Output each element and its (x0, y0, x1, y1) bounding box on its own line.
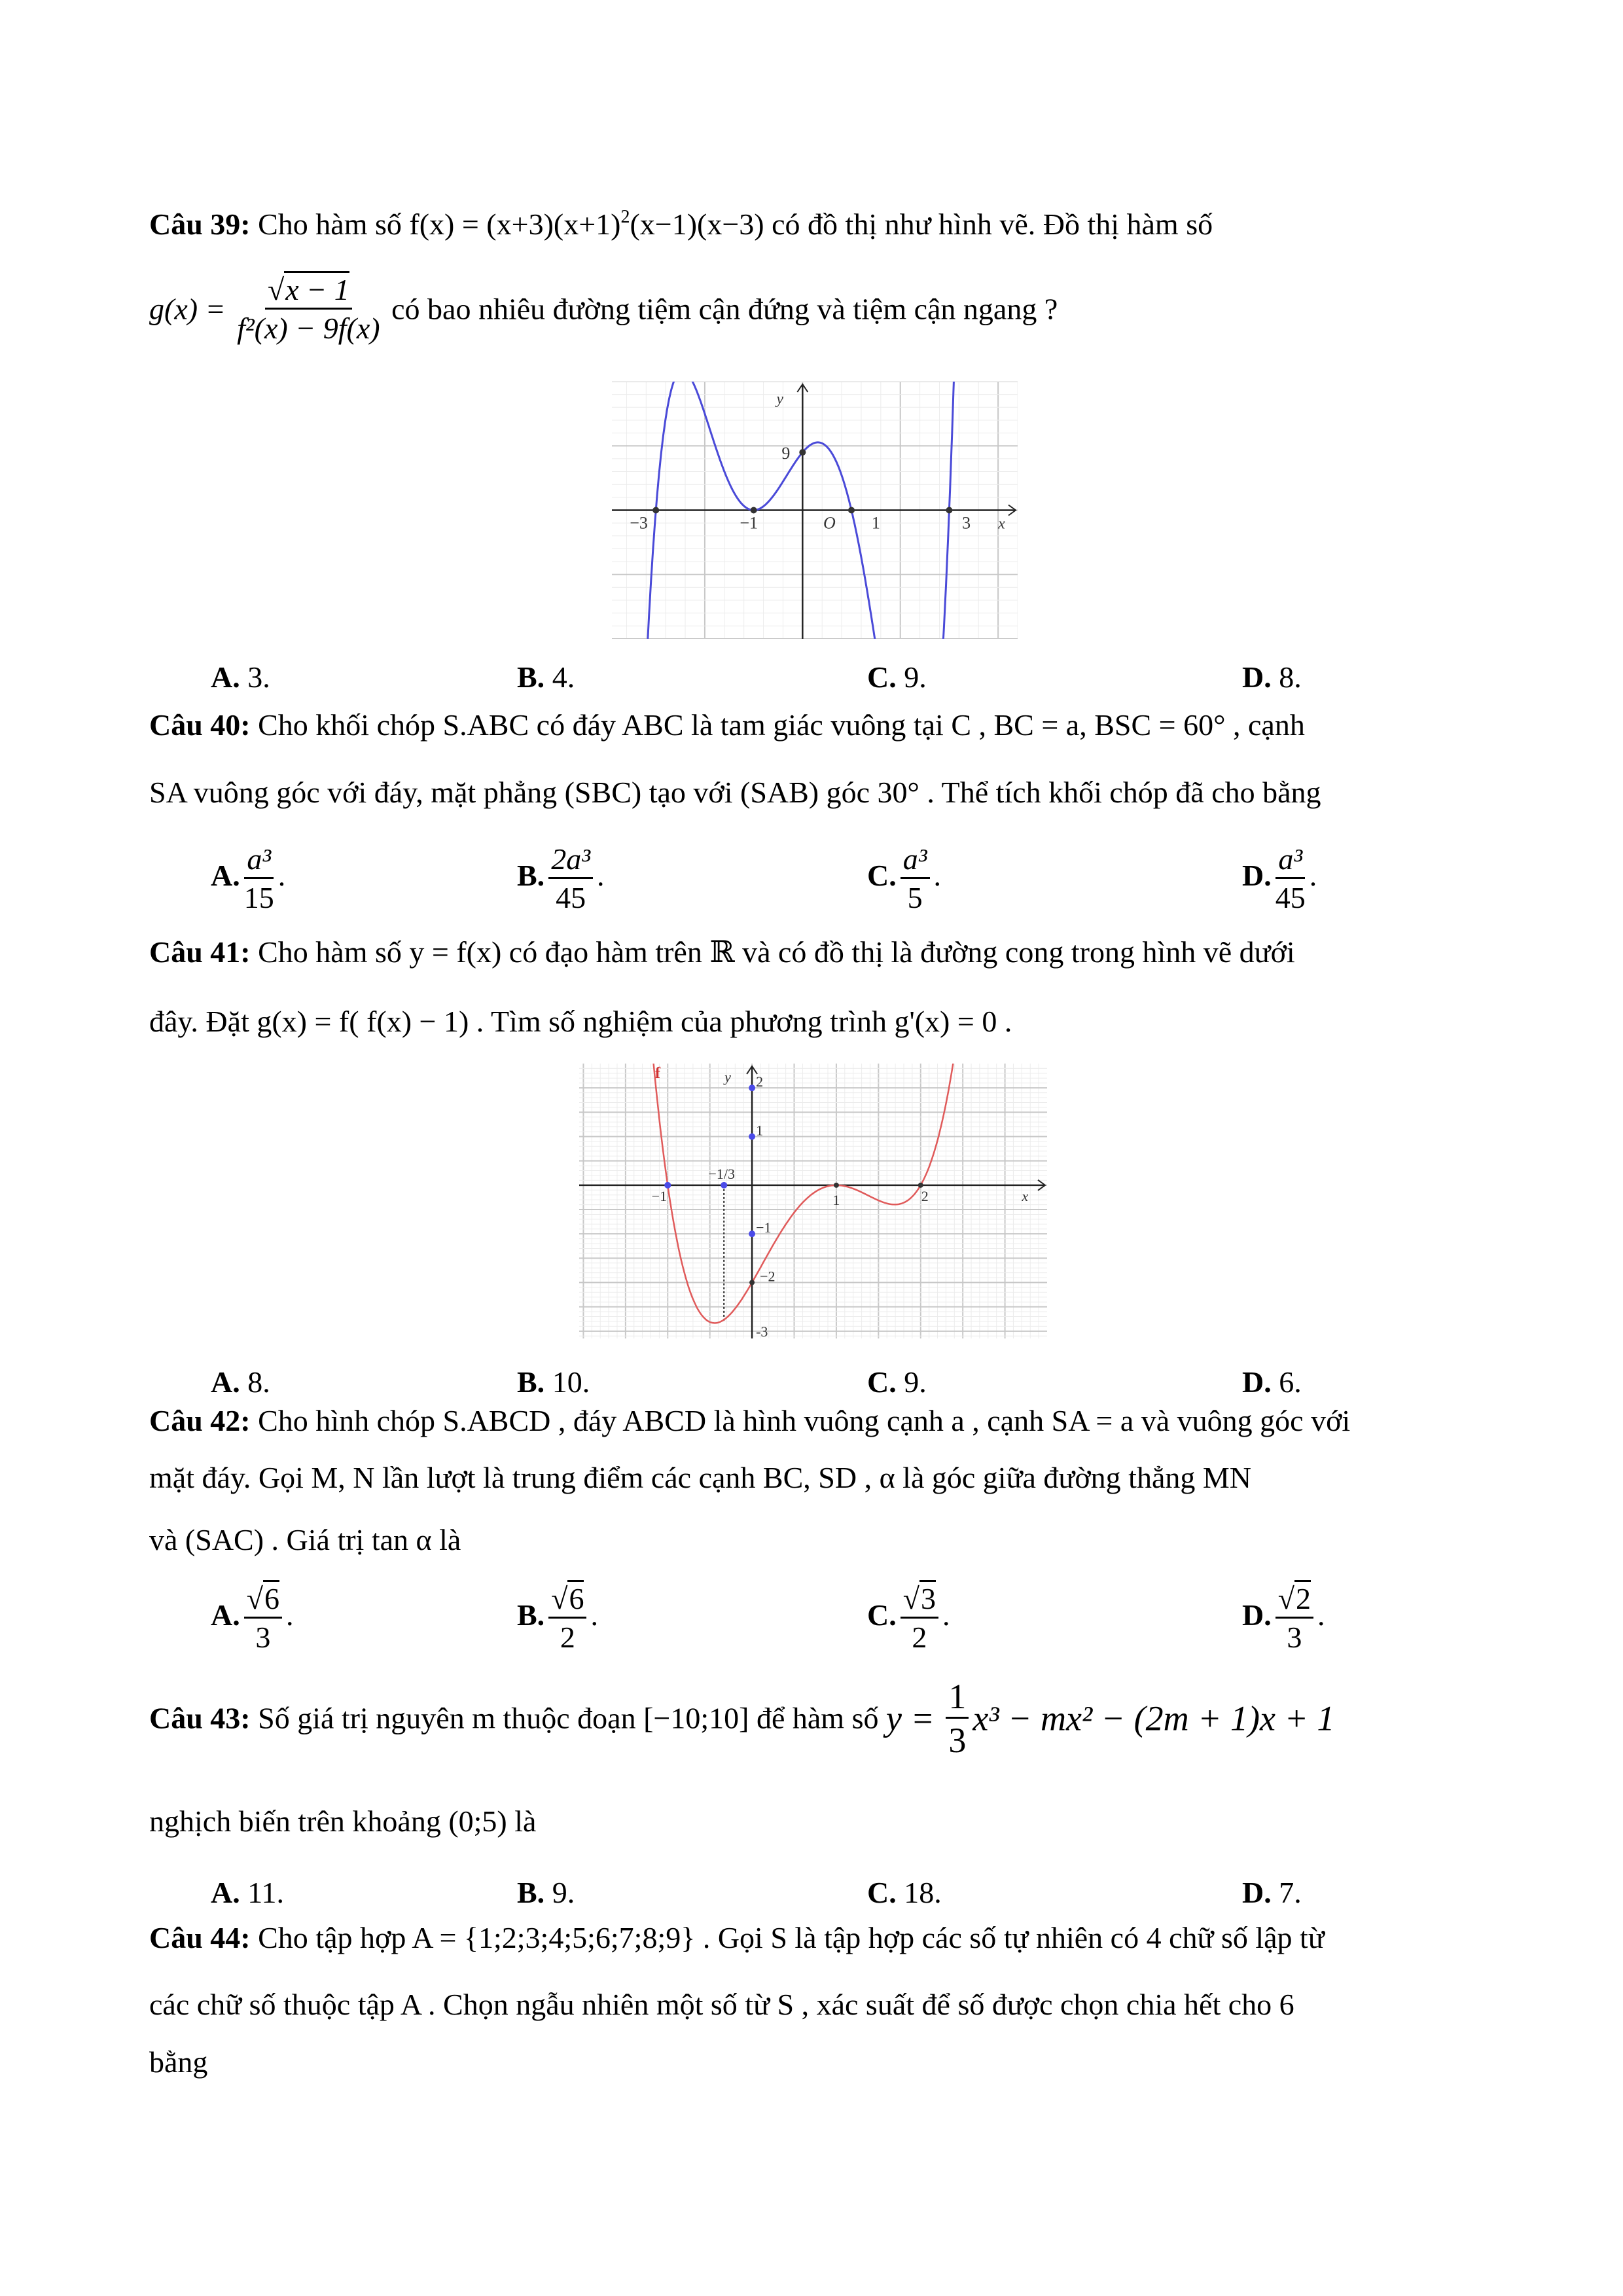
q39-line2 (149, 275, 1058, 344)
q39-text-2: có bao nhiêu đường tiệm cận đứng và tiệm cận ngang ? (391, 292, 1058, 326)
x-tick-label: 2 (921, 1187, 929, 1204)
q43-label: Câu 43: (149, 1701, 251, 1735)
marked-point (834, 1183, 839, 1188)
q42-option-c[interactable]: C. $\frac{√3}{2}$ . (867, 1584, 950, 1653)
q39-option-b[interactable]: B. 4. (517, 660, 575, 694)
q39-text-tail: (x−1)(x−3) có đồ thị như hình vẽ. Đồ thị hàm số (630, 207, 1213, 241)
q43-fn-lhs: y = (885, 1698, 935, 1738)
q43-line1 (149, 1679, 1334, 1758)
marked-point (918, 1183, 923, 1188)
y-tick-label: 1 (756, 1122, 764, 1139)
x-tick-label: −1 (651, 1187, 668, 1204)
q42-line1 (149, 1406, 1350, 1436)
q42-option-d[interactable]: D. $\frac{√2}{3}$ . (1242, 1584, 1325, 1653)
y-tick-label: -3 (756, 1323, 768, 1338)
q39-graph (612, 382, 1018, 639)
q42-line3 (149, 1525, 461, 1555)
x-tick-label: 3 (962, 513, 971, 533)
marked-point (749, 1134, 755, 1140)
y-tick-label: −1 (756, 1219, 772, 1236)
x-tick-label: −1/3 (708, 1165, 735, 1182)
q41-option-b[interactable]: B. 10. (517, 1365, 590, 1399)
q43-option-d[interactable]: D. 7. (1242, 1876, 1302, 1909)
q42-text: Cho hình chóp S.ABCD , đáy ABCD là hình vuông cạnh a , cạnh SA = a và vuông góc với (250, 1404, 1351, 1437)
q44-line2 (149, 1990, 1294, 2020)
series-label: f (654, 1065, 660, 1082)
q40-line2 (149, 778, 1321, 808)
q40-option-b[interactable]: B. $\frac{\text{2a³}}{45}$ . (517, 842, 605, 914)
q39-option-c[interactable]: C. 9. (867, 660, 927, 694)
q44-text: Cho tập hợp A = {1;2;3;4;5;6;7;8;9} . Gọi S là tập hợp các số tự nhiên có 4 chữ số lập từ (250, 1921, 1325, 1954)
q42-label: Câu 42: (149, 1404, 251, 1437)
q43-option-c[interactable]: C. 18. (867, 1876, 942, 1909)
q40-option-a[interactable]: A. $\frac{\text{a³}}{15}$ . (211, 842, 286, 914)
q43-line2 (149, 1806, 536, 1837)
marked-point (799, 449, 806, 456)
q41-option-a[interactable]: A. 8. (211, 1365, 270, 1399)
q40-line1 (149, 710, 1305, 740)
q41-graph (579, 1064, 1047, 1338)
q39-g-numerator: √x − 1 (265, 275, 352, 310)
q43-fn-rhs: x³ − mx² − (2m + 1)x + 1 (972, 1698, 1335, 1738)
q39-option-d[interactable]: D. 8. (1242, 660, 1302, 694)
q39-label: Câu 39: (149, 207, 251, 241)
y-axis-label: y (776, 391, 783, 408)
q39-g-lhs: g(x) = (149, 292, 226, 326)
x-axis-label: x (998, 515, 1005, 533)
q42-text-2: mặt đáy. Gọi M, N lần lượt là trung điểm các cạnh BC, SD , α là góc giữa đường thẳng MN (149, 1461, 1251, 1494)
q42-line2 (149, 1463, 1251, 1493)
marked-point (749, 1230, 755, 1237)
marked-point (652, 507, 659, 514)
y-axis-label: y (724, 1069, 731, 1085)
q41-label: Câu 41: (149, 935, 251, 969)
q43-option-b[interactable]: B. 9. (517, 1876, 575, 1909)
q43-text: Số giá trị nguyên m thuộc đoạn [−10;10] để hàm số (250, 1701, 886, 1735)
q44-text-2: các chữ số thuộc tập A . Chọn ngẫu nhiên một số từ S , xác suất để số được chọn chia hết cho 6 (149, 1988, 1294, 2021)
q39-text: Cho hàm số f(x) = (x+3)(x+1) (250, 207, 621, 241)
q44-line3 (149, 2047, 207, 2077)
q39-line1 (149, 208, 1213, 240)
origin-label: O (823, 513, 836, 533)
q41-option-d[interactable]: D. 6. (1242, 1365, 1302, 1399)
q40-label: Câu 40: (149, 708, 251, 742)
q39-option-a[interactable]: A. 3. (211, 660, 270, 694)
q41-text: Cho hàm số y = f(x) có đạo hàm trên ℝ và có đồ thị là đường cong trong hình vẽ dưới (250, 935, 1295, 969)
q41-option-c[interactable]: C. 9. (867, 1365, 927, 1399)
q44-text-3: bằng (149, 2045, 208, 2079)
marked-point (946, 507, 952, 514)
q44-label: Câu 44: (149, 1921, 251, 1954)
x-tick-label: 1 (832, 1191, 840, 1208)
q44-line1 (149, 1923, 1325, 1953)
x-axis-label: x (1022, 1187, 1029, 1204)
q41-line2 (149, 1007, 1012, 1037)
q40-text-2: SA vuông góc với đáy, mặt phẳng (SBC) tạo với (SAB) góc 30° . Thể tích khối chóp đã cho bằng (149, 776, 1321, 809)
q39-g-fraction (237, 275, 380, 344)
q40-text: Cho khối chóp S.ABC có đáy ABC là tam giác vuông tại C , BC = a, BSC = 60° , cạnh (250, 708, 1305, 742)
q42-text-3: và (SAC) . Giá trị tan α là (149, 1523, 461, 1556)
marked-point (721, 1182, 727, 1189)
y-tick-label: 9 (781, 444, 791, 463)
q40-option-c[interactable]: C. $\frac{\text{a³}}{5}$ . (867, 842, 942, 914)
q43-option-a[interactable]: A. 11. (211, 1876, 285, 1909)
q43-text-2: nghịch biến trên khoảng (0;5) là (149, 1804, 537, 1838)
y-tick-label: 2 (756, 1073, 764, 1090)
y-tick-label: −2 (760, 1268, 776, 1285)
q39-g-denominator: f²(x) − 9f(x) (237, 312, 380, 345)
marked-point (749, 1085, 755, 1091)
marked-point (751, 507, 757, 514)
x-tick-label: −1 (740, 513, 758, 533)
q41-line1 (149, 937, 1295, 967)
marked-point (848, 507, 855, 514)
x-tick-label: −3 (630, 513, 648, 533)
q43-fn-fraction: $\frac{1}{3}$ (946, 1679, 969, 1758)
q39-exponent: 2 (620, 207, 630, 227)
q41-text-2: đây. Đặt g(x) = f( f(x) − 1) . Tìm số nghiệm của phương trình g'(x) = 0 . (149, 1005, 1012, 1038)
q42-option-a[interactable]: A. $\frac{√6}{3}$ . (211, 1584, 293, 1653)
q40-option-d[interactable]: D. $\frac{\text{a³}}{45}$ . (1242, 842, 1317, 914)
marked-point (749, 1280, 755, 1285)
x-tick-label: 1 (871, 513, 880, 533)
q42-option-b[interactable]: B. $\frac{√6}{2}$ . (517, 1584, 598, 1653)
